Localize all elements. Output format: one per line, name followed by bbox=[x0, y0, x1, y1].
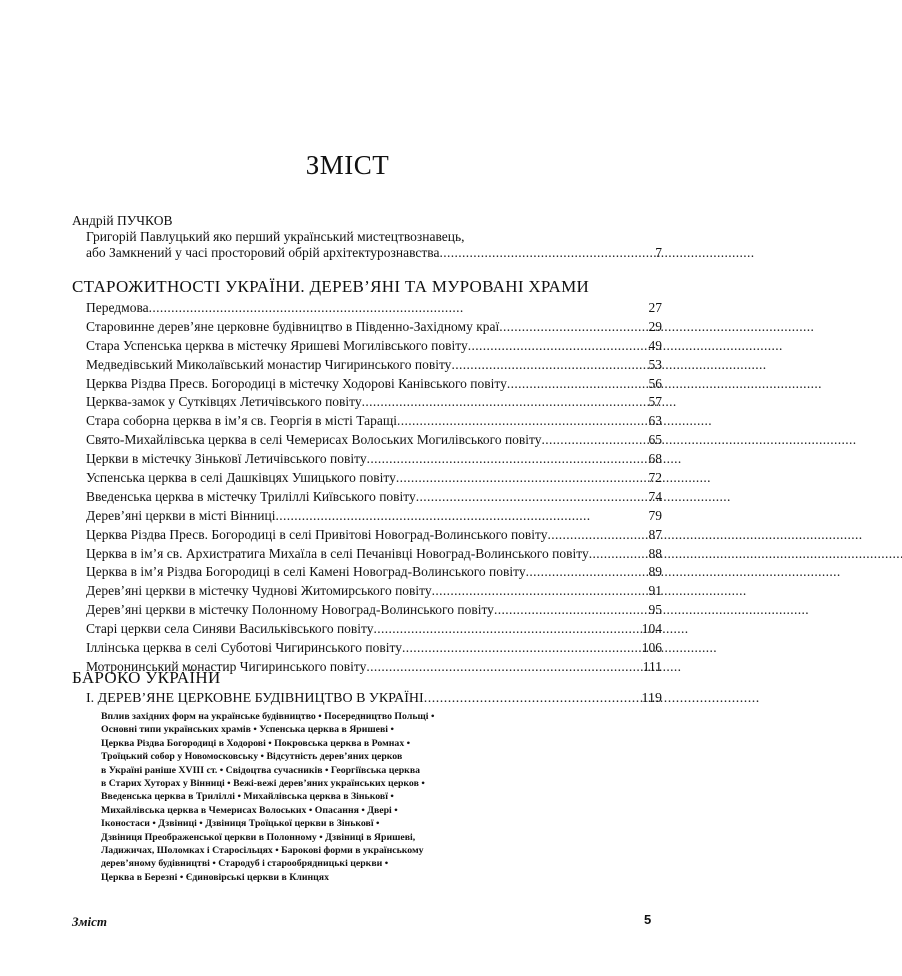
toc-entry bbox=[86, 620, 662, 639]
intro-entry bbox=[72, 213, 662, 261]
subtopic-line: дерев’яному будівництві • Стародуб і старообрядницькі церкви • bbox=[101, 858, 389, 870]
dot-leader bbox=[432, 582, 647, 601]
subtopic-line: Михайлівська церква в Чемерисах Волоських • Опасання • Двері • bbox=[101, 804, 398, 816]
toc-entry-title: Церква в ім’я Різдва Богородиці в селі Камені Новоград-Волинського повіту bbox=[86, 564, 526, 580]
chapter-1-subtopics bbox=[101, 710, 501, 884]
dot-leader bbox=[542, 431, 647, 450]
dot-leader bbox=[589, 545, 647, 564]
subtopic-line: в Україні раніше XVIII ст. • Свідоцтва сучасників • Георгіївська церква bbox=[101, 764, 421, 776]
dot-leader bbox=[362, 393, 647, 412]
toc-entry-title: Старовинне дерев’яне церковне будівництво в Південно-Західному краї bbox=[86, 318, 500, 334]
subtopic-line: в Старих Хуторах у Вінниці • Вежі-вежі дерев’яних українських церков • bbox=[101, 778, 425, 790]
toc-entry bbox=[86, 582, 662, 601]
toc-entry-page: 57 bbox=[648, 394, 662, 410]
toc-entry-title: I. ДЕРЕВ’ЯНЕ ЦЕРКОВНЕ БУДІВНИЦТВО В УКРАЇНІ bbox=[86, 691, 424, 706]
toc-entry-page: 95 bbox=[648, 602, 662, 618]
toc-entry-title: Медведівський Миколаївський монастир Чигиринського повіту bbox=[86, 356, 452, 372]
toc-entry-page: 49 bbox=[648, 337, 662, 353]
toc-entry-title: Дерев’яні церкви в містечку Чуднові Житомирського повіту bbox=[86, 583, 432, 599]
toc-entry-page: 27 bbox=[648, 300, 662, 315]
dot-leader bbox=[416, 488, 647, 507]
toc-entry-title: Дерев’яні церкви в містечку Полонному Новоград-Волинського повіту bbox=[86, 602, 494, 618]
toc-entry-title: Мотронинський монастир Чигиринського повіту bbox=[86, 658, 367, 674]
toc-entry-title: Дерев’яні церкви в місті Вінниці bbox=[86, 507, 276, 523]
toc-entry bbox=[86, 412, 662, 431]
dot-leader bbox=[424, 690, 640, 708]
subtopic-line: Церква Різдва Богородиці в Ходорові • Покровська церква в Ромнах • bbox=[101, 737, 411, 749]
toc-entry-title: Церкви в містечку Зіньковї Летичівського повіту bbox=[86, 451, 367, 467]
toc-entry-page: 56 bbox=[648, 375, 662, 391]
toc-entry-title: Церква в ім’я св. Архистратига Михаїла в селі Печанівці Новоград-Волинського повіту bbox=[86, 545, 589, 561]
toc-entry bbox=[86, 299, 662, 318]
toc-entry bbox=[86, 488, 662, 507]
toc-entry-title: Старі церкви села Синяви Васильківського повіту bbox=[86, 621, 374, 637]
toc-entry bbox=[86, 356, 662, 375]
toc-entry bbox=[86, 450, 662, 469]
running-footer-label: Зміст bbox=[72, 914, 108, 929]
dot-leader bbox=[548, 526, 647, 545]
dot-leader bbox=[526, 563, 647, 582]
toc-entry-title: Успенська церква в селі Дашківцях Ушицького повіту bbox=[86, 470, 396, 486]
dot-leader bbox=[276, 507, 647, 526]
toc-entry bbox=[86, 375, 662, 394]
toc-entry bbox=[86, 337, 662, 356]
toc-entry bbox=[86, 545, 662, 564]
subtopic-line: Ладижичах, Шоломках і Старосільцях • Барокові форми в українському bbox=[101, 845, 424, 857]
page-number: 5 bbox=[644, 912, 652, 927]
toc-entry-page: 87 bbox=[648, 526, 662, 542]
dot-leader bbox=[149, 299, 647, 318]
toc-entry bbox=[86, 431, 662, 450]
toc-entry-page: 111 bbox=[642, 658, 662, 674]
toc-entry-page: 89 bbox=[648, 564, 662, 580]
subtopic-line: Введенська церква в Триліллі • Михайлівська церква в Зіньковї • bbox=[101, 791, 394, 803]
toc-entry-page: 88 bbox=[648, 545, 662, 561]
section-heading-antiquities: СТАРОЖИТНОСТІ УКРАЇНИ. ДЕРЕВ’ЯНІ ТА МУРОВАНІ ХРАМИ bbox=[72, 277, 590, 296]
dot-leader bbox=[402, 639, 640, 658]
section-heading-baroque: БАРОКО УКРАЇНИ bbox=[72, 668, 221, 687]
toc-entry bbox=[86, 526, 662, 545]
toc-entry-title: Іллінська церква в селі Суботові Чигиринського повіту bbox=[86, 640, 402, 656]
dot-leader bbox=[451, 356, 646, 375]
toc-entry-page: 74 bbox=[648, 488, 662, 504]
toc-entry-page: 91 bbox=[648, 583, 662, 599]
toc-entry-page: 79 bbox=[648, 507, 662, 523]
intro-title-line-2 bbox=[72, 245, 662, 261]
dot-leader bbox=[440, 245, 654, 261]
toc-chapter-1 bbox=[86, 690, 662, 708]
toc-entry-page: 104 bbox=[641, 621, 662, 637]
intro-title-line-1: Григорій Павлуцький яко перший український мистецтвознавець, bbox=[86, 229, 465, 244]
toc-entry-page: 53 bbox=[648, 356, 662, 372]
toc-entry bbox=[86, 507, 662, 526]
page-title: ЗМІСТ bbox=[305, 150, 390, 180]
toc-entry bbox=[86, 393, 662, 412]
subtopic-line: Троїцький собор у Новомосковську • Відсутність дерев’яних церков bbox=[101, 751, 403, 763]
toc-list-antiquities bbox=[86, 299, 662, 677]
toc-entry-title: Церква-замок у Сутківцях Летичівського повіту bbox=[86, 394, 362, 410]
toc-entry-page: 72 bbox=[648, 470, 662, 486]
toc-entry-title: Введенська церква в містечку Триліллі Київського повіту bbox=[86, 488, 416, 504]
toc-entry-page: 65 bbox=[648, 432, 662, 448]
dot-leader bbox=[367, 450, 647, 469]
subtopic-line: Вплив західних форм на українське будівництво • Посередництво Польщі • bbox=[101, 711, 435, 722]
subtopic-line: Іконостаси • Дзвіниці • Дзвіниця Троїцької церкви в Зіньковї • bbox=[101, 818, 380, 830]
toc-entry-title: Стара соборна церква в ім’я св. Георгія в місті Таращі bbox=[86, 413, 398, 429]
dot-leader bbox=[507, 375, 647, 394]
toc-entry bbox=[86, 639, 662, 658]
dot-leader bbox=[468, 337, 647, 356]
toc-entry-title: Стара Успенська церква в містечку Яришеві Могилівського повіту bbox=[86, 337, 468, 353]
toc-entry bbox=[86, 563, 662, 582]
dot-leader bbox=[396, 469, 647, 488]
subtopic-line: Церква в Березні • Єдиновірські церкви в Клинцях bbox=[101, 871, 329, 883]
dot-leader bbox=[366, 658, 640, 677]
dot-leader bbox=[499, 318, 646, 337]
intro-title-text: або Замкнений у часі просторовий обрій архітектурознавства bbox=[86, 245, 440, 260]
intro-page-number: 7 bbox=[655, 245, 662, 260]
dot-leader bbox=[374, 620, 640, 639]
subtopic-line: Дзвіниця Преображенської церкви в Полонному • Дзвіниці в Яришеві, bbox=[101, 831, 416, 843]
toc-entry-title: Передмова bbox=[86, 300, 149, 315]
dot-leader bbox=[397, 412, 646, 431]
intro-author: Андрій ПУЧКОВ bbox=[72, 213, 173, 228]
toc-entry-title: Церква Різдва Пресв. Богородиці в містечку Ходорові Канівського повіту bbox=[86, 375, 507, 391]
toc-entry-page: 106 bbox=[641, 640, 662, 656]
toc-entry-page: 68 bbox=[648, 451, 662, 467]
toc-entry-title: Свято-Михайлівська церква в селі Чемерисах Волоських Могилівського повіту bbox=[86, 432, 542, 448]
toc-entry bbox=[86, 690, 662, 708]
toc-entry bbox=[86, 601, 662, 620]
toc-entry bbox=[86, 318, 662, 337]
dot-leader bbox=[494, 601, 647, 620]
toc-entry-page: 63 bbox=[648, 413, 662, 429]
toc-entry-title: Церква Різдва Пресв. Богородиці в селі Привітові Новоград-Волинського повіту bbox=[86, 526, 548, 542]
toc-entry-page: 29 bbox=[648, 318, 662, 334]
subtopic-line: Основні типи українських храмів • Успенська церква в Яришеві • bbox=[101, 724, 394, 736]
toc-entry-page: 119 bbox=[641, 691, 662, 706]
toc-entry bbox=[86, 469, 662, 488]
